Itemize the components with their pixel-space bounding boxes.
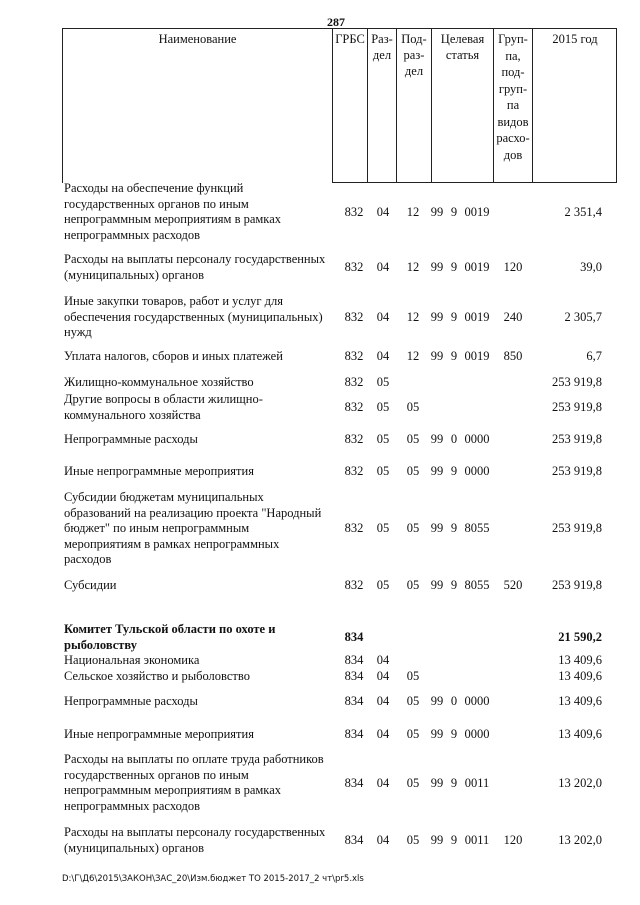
cell-podrazdel: 05 [406, 432, 420, 446]
header-group-line: груп- [498, 81, 528, 96]
cell-razdel: 04 [376, 727, 390, 741]
cell-grbs: 832 [344, 432, 364, 446]
cell-sum: 253 919,8 [552, 432, 602, 446]
file-path-footer: D:\Г\Д6\2015\ЗАКОН\ЗАС_20\Изм.бюджет ТО 2015-2017_2 чт\pr5.xls [62, 874, 364, 884]
row-name: Субсидии бюджетам муниципальных образований на реализацию проекта "Народный бюджет" по иным непрограммным мероприятиям в рамках непрограммных расходов [64, 490, 322, 566]
cell-cs1: 99 [430, 310, 444, 324]
row-name: Иные непрограммные мероприятия [64, 727, 254, 741]
header-target-line: статья [445, 48, 480, 62]
cell-cs3: 8055 [464, 578, 490, 592]
header-grbs [332, 28, 367, 183]
header-group [493, 28, 532, 183]
header-podrazdel [396, 28, 431, 183]
header-target [431, 28, 493, 183]
row-name: Субсидии [64, 578, 117, 592]
row-name: Непрограммные расходы [64, 432, 198, 446]
cell-cs3: 0000 [464, 727, 490, 741]
row-name: Иные закупки товаров, работ и услуг для обеспечения государственных (муниципальных) нужд [64, 294, 323, 339]
header-group-line: под- [501, 65, 525, 79]
cell-podrazdel: 05 [406, 578, 420, 592]
cell-vr: 850 [503, 349, 523, 363]
cell-podrazdel: 05 [406, 669, 420, 683]
cell-sum: 13 202,0 [558, 776, 602, 790]
cell-grbs: 832 [344, 260, 364, 274]
header-name-label: Наименование [158, 32, 237, 46]
cell-cs1: 99 [430, 464, 444, 478]
cell-grbs: 834 [344, 669, 364, 683]
header-podrazdel-line: дел [404, 64, 424, 78]
cell-podrazdel: 05 [406, 776, 420, 790]
row-name: Непрограммные расходы [64, 694, 198, 708]
cell-grbs: 832 [344, 349, 364, 363]
cell-podrazdel: 05 [406, 400, 420, 414]
cell-sum: 253 919,8 [552, 375, 602, 389]
cell-sum: 13 409,6 [558, 669, 602, 683]
cell-podrazdel: 12 [406, 205, 420, 219]
cell-sum: 2 305,7 [564, 310, 602, 324]
cell-grbs: 832 [344, 400, 364, 414]
cell-cs2: 9 [450, 521, 458, 535]
cell-cs2: 9 [450, 727, 458, 741]
cell-cs1: 99 [430, 776, 444, 790]
row-name: Расходы на выплаты по оплате труда работников государственных органов по иным непрограммным мероприятиям в рамках непрограммных расходов [64, 752, 324, 813]
cell-razdel: 04 [376, 653, 390, 667]
header-year [532, 28, 617, 183]
cell-sum: 253 919,8 [552, 464, 602, 478]
cell-sum: 13 202,0 [558, 833, 602, 847]
cell-razdel: 05 [376, 432, 390, 446]
table-header [62, 28, 617, 183]
header-right-border [616, 28, 617, 183]
cell-sum: 253 919,8 [552, 578, 602, 592]
row-name: Национальная экономика [64, 653, 200, 667]
cell-cs1: 99 [430, 260, 444, 274]
cell-razdel: 04 [376, 349, 390, 363]
header-razdel-line: Раз- [371, 32, 393, 46]
cell-razdel: 04 [376, 205, 390, 219]
cell-cs2: 9 [450, 205, 458, 219]
cell-sum: 13 409,6 [558, 727, 602, 741]
row-name: Жилищно-коммунальное хозяйство [64, 375, 254, 389]
cell-razdel: 04 [376, 260, 390, 274]
cell-sum: 6,7 [586, 349, 602, 363]
cell-cs2: 9 [450, 776, 458, 790]
cell-sum: 253 919,8 [552, 400, 602, 414]
cell-cs3: 0000 [464, 464, 490, 478]
cell-cs3: 0000 [464, 432, 490, 446]
cell-cs1: 99 [430, 694, 444, 708]
cell-razdel: 04 [376, 694, 390, 708]
cell-cs2: 9 [450, 349, 458, 363]
cell-grbs: 834 [344, 653, 364, 667]
row-name: Другие вопросы в области жилищно-коммунального хозяйства [64, 392, 263, 422]
row-name: Уплата налогов, сборов и иных платежей [64, 349, 283, 363]
header-year-label: 2015 год [552, 32, 598, 46]
cell-grbs: 834 [344, 727, 364, 741]
cell-sum: 253 919,8 [552, 521, 602, 535]
row-name: Расходы на выплаты персоналу государственных (муниципальных) органов [64, 825, 326, 855]
cell-razdel: 05 [376, 521, 390, 535]
header-group-line: расхо- [496, 131, 530, 145]
cell-cs3: 0019 [464, 205, 490, 219]
cell-cs3: 8055 [464, 521, 490, 535]
cell-grbs: 832 [344, 464, 364, 478]
cell-cs1: 99 [430, 833, 444, 847]
cell-podrazdel: 05 [406, 464, 420, 478]
cell-cs1: 99 [430, 205, 444, 219]
header-target-line: Целевая [440, 32, 485, 46]
header-bottom-border [332, 182, 617, 183]
cell-cs1: 99 [430, 521, 444, 535]
cell-sum: 13 409,6 [558, 694, 602, 708]
row-name: Сельское хозяйство и рыболовство [64, 669, 250, 683]
cell-grbs: 834 [344, 630, 364, 644]
cell-cs2: 0 [450, 694, 458, 708]
cell-cs2: 9 [450, 464, 458, 478]
page-number: 287 [327, 15, 345, 29]
cell-podrazdel: 05 [406, 727, 420, 741]
header-razdel [367, 28, 396, 183]
cell-grbs: 834 [344, 694, 364, 708]
cell-cs2: 9 [450, 833, 458, 847]
cell-cs2: 9 [450, 260, 458, 274]
header-podrazdel-line: Под- [401, 32, 427, 46]
cell-podrazdel: 12 [406, 310, 420, 324]
header-group-line: дов [503, 147, 523, 162]
header-name [62, 28, 332, 183]
header-group-line: Груп- [498, 32, 528, 46]
cell-cs3: 0019 [464, 349, 490, 363]
cell-podrazdel: 12 [406, 260, 420, 274]
cell-grbs: 834 [344, 776, 364, 790]
row-name: Расходы на выплаты персоналу государственных (муниципальных) органов [64, 252, 326, 282]
header-grbs-label: ГРБС [335, 32, 365, 46]
cell-grbs: 834 [344, 833, 364, 847]
cell-razdel: 05 [376, 375, 390, 389]
cell-sum: 13 409,6 [558, 653, 602, 667]
cell-cs2: 9 [450, 578, 458, 592]
cell-razdel: 04 [376, 776, 390, 790]
row-name: Иные непрограммные мероприятия [64, 464, 254, 478]
cell-vr: 240 [503, 310, 523, 324]
cell-razdel: 05 [376, 400, 390, 414]
cell-podrazdel: 05 [406, 521, 420, 535]
header-razdel-line: дел [372, 48, 392, 62]
cell-grbs: 832 [344, 205, 364, 219]
cell-cs3: 0019 [464, 310, 490, 324]
cell-podrazdel: 05 [406, 694, 420, 708]
cell-cs1: 99 [430, 578, 444, 592]
cell-razdel: 05 [376, 464, 390, 478]
cell-cs2: 9 [450, 310, 458, 324]
cell-grbs: 832 [344, 310, 364, 324]
cell-cs1: 99 [430, 432, 444, 446]
cell-sum: 21 590,2 [558, 630, 602, 644]
cell-cs1: 99 [430, 349, 444, 363]
cell-cs3: 0011 [464, 833, 490, 847]
cell-podrazdel: 12 [406, 349, 420, 363]
cell-vr: 520 [503, 578, 523, 592]
cell-sum: 39,0 [580, 260, 602, 274]
cell-razdel: 04 [376, 833, 390, 847]
header-group-line: видов [497, 114, 529, 129]
row-name: Комитет Тульской области по охоте и рыболовству [64, 622, 276, 652]
cell-grbs: 832 [344, 578, 364, 592]
cell-grbs: 832 [344, 521, 364, 535]
cell-razdel: 04 [376, 669, 390, 683]
header-group-line: па [506, 98, 520, 112]
cell-vr: 120 [503, 833, 523, 847]
cell-vr: 120 [503, 260, 523, 274]
cell-podrazdel: 05 [406, 833, 420, 847]
cell-cs2: 0 [450, 432, 458, 446]
cell-cs3: 0019 [464, 260, 490, 274]
header-group-line: па, [505, 48, 521, 63]
cell-razdel: 05 [376, 578, 390, 592]
header-podrazdel-line: раз- [403, 48, 425, 62]
cell-cs1: 99 [430, 727, 444, 741]
cell-grbs: 832 [344, 375, 364, 389]
cell-cs3: 0000 [464, 694, 490, 708]
cell-sum: 2 351,4 [564, 205, 602, 219]
cell-razdel: 04 [376, 310, 390, 324]
row-name: Расходы на обеспечение функций государственных органов по иным непрограммным мероприятиям в рамках непрограммных расходов [64, 181, 281, 242]
cell-cs3: 0011 [464, 776, 490, 790]
